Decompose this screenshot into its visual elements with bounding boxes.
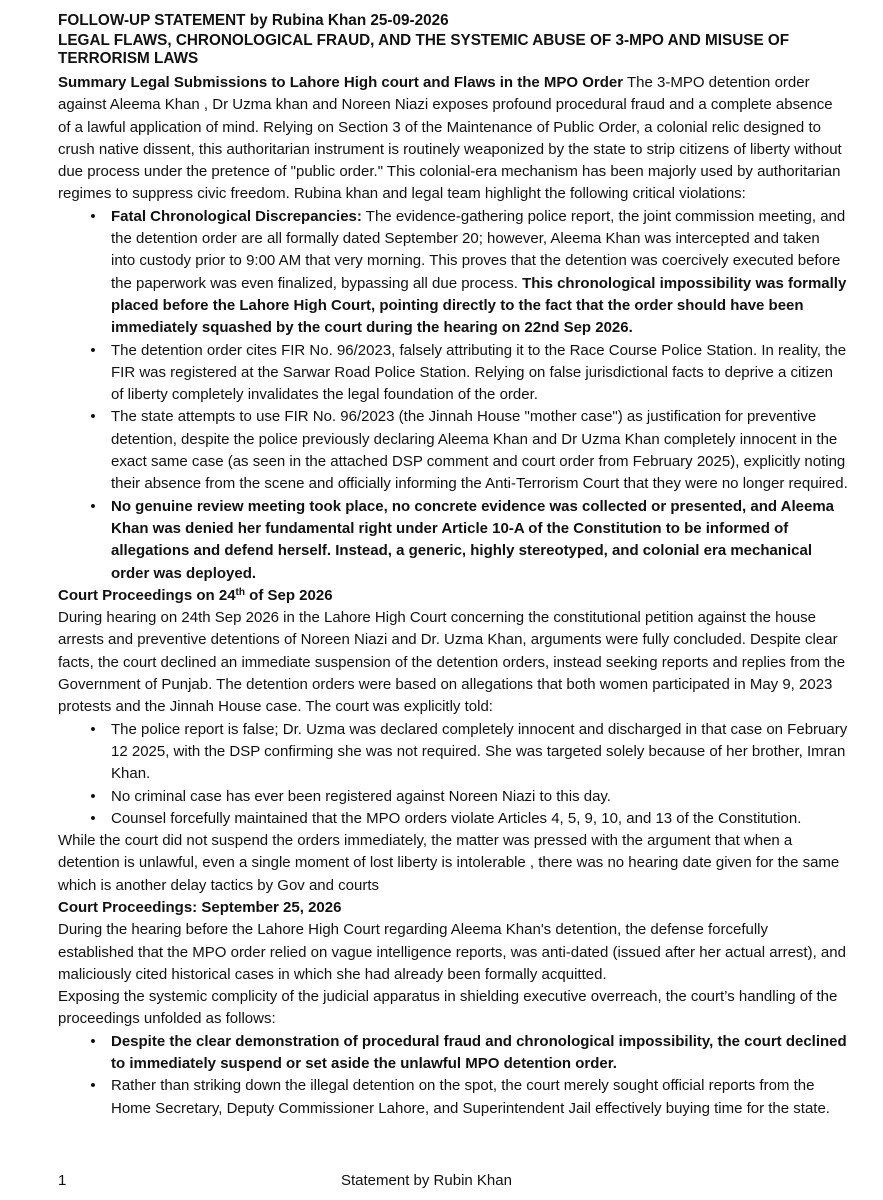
list-item xyxy=(58,406,848,495)
list-item xyxy=(58,340,848,407)
heading-text: Court Proceedings on 24 xyxy=(58,586,236,604)
bullet-icon: • xyxy=(90,809,96,827)
document-title: LEGAL FLAWS, CHRONOLOGICAL FRAUD, AND THE SYSTEMIC ABUSE OF 3-MPO AND MISUSE OF TERRORISM LAWS xyxy=(58,32,790,67)
list-item xyxy=(58,1031,848,1076)
bullet-icon: • xyxy=(90,787,96,805)
page-number: 1 xyxy=(58,1172,67,1189)
document-body xyxy=(58,72,848,1120)
list-item xyxy=(58,786,848,808)
footer-text: Statement by Rubin Khan xyxy=(341,1172,512,1189)
bullet-icon: • xyxy=(90,1032,96,1050)
bullet-icon: • xyxy=(90,720,96,738)
list-item xyxy=(58,206,848,340)
proceedings-paragraph: During the hearing before the Lahore High Court regarding Aleema Khan's detention, the defense forcefully established that the MPO order relied on vague intelligence reports, was anti-dated (issued after her actual arrest), and maliciously cited historical cases in which she had already been formally acquitted. xyxy=(58,921,846,983)
proceedings-list xyxy=(58,719,848,830)
list-item xyxy=(58,719,848,786)
list-item-text: Counsel forcefully maintained that the MPO orders violate Articles 4, 5, 9, 10, and 13 of the Constitution. xyxy=(111,809,802,827)
summary-heading: Summary Legal Submissions to Lahore High court and Flaws in the MPO Order xyxy=(58,74,624,91)
violation-bold-text: This chronological impossibility was formally placed before the Lahore High Court, pointing directly to the fact that the order should have been immediately squashed by the court during the hearing on 22nd Sep 2026. xyxy=(111,274,847,337)
bullet-icon: • xyxy=(90,1077,96,1095)
list-item xyxy=(58,808,848,830)
violation-label: Fatal Chronological Discrepancies: xyxy=(111,207,362,225)
bullet-icon: • xyxy=(90,497,96,515)
bullet-icon: • xyxy=(90,408,96,426)
bullet-icon: • xyxy=(90,341,96,359)
proceedings-paragraph: During hearing on 24th Sep 2026 in the Lahore High Court concerning the constitutional petition against the house arrests and preventive detentions of Noreen Niazi and Dr. Uzma Khan, arguments were fully concluded. Despite clear facts, the court declined an immediate suspension of the detention orders, instead seeking reports and replies from the Government of Punjab. The detention orders were based on allegations that both women participated in May 9, 2023 protests and the Jinnah House case. The court was explicitly told: xyxy=(58,609,846,716)
section-heading xyxy=(58,585,848,607)
bullet-icon: • xyxy=(90,207,96,225)
heading-text: of Sep 2026 xyxy=(245,586,333,604)
violation-text: The evidence-gathering police report, the joint commission meeting, and the detention order are all formally dated September 20; however, Aleema Khan was intercepted and taken into custody prior to 9:00 AM that very morning. This proves that the detention was coercively executed before the paperwork was even finalized, bypassing all due process. xyxy=(111,207,846,292)
violation-text: The state attempts to use FIR No. 96/2023 (the Jinnah House "mother case") as justification for preventive detention, despite the police previously declaring Aleema Khan and Dr Uzma Khan completely innocent in the exact same case (as seen in the attached DSP comment and court order from February 2025), explicitly noting their absence from the scene and officially informing the Anti-Terrorism Court that they were no longer required. xyxy=(111,408,848,493)
proceedings-paragraph: Exposing the systemic complicity of the judicial apparatus in shielding executive overreach, the court’s handling of the proceedings unfolded as follows: xyxy=(58,988,838,1028)
list-item-text: Rather than striking down the illegal detention on the spot, the court merely sought official reports from the Home Secretary, Deputy Commissioner Lahore, and Superintendent Jail effectively buying time for the state. xyxy=(111,1077,830,1117)
summary-paragraph xyxy=(58,72,848,206)
proceedings-list xyxy=(58,1031,848,1120)
heading-superscript: th xyxy=(235,586,245,598)
list-item-text: Despite the clear demonstration of procedural fraud and chronological impossibility, the court declined to immediately suspend or set aside the unlawful MPO detention order. xyxy=(111,1032,847,1073)
proceedings-closing-paragraph: While the court did not suspend the orders immediately, the matter was pressed with the argument that when a detention is unlawful, even a single moment of lost liberty is intolerable , there was no hearing date given for the same which is another delay tactics by Gov and courts xyxy=(58,832,840,894)
violations-list xyxy=(58,206,848,585)
list-item xyxy=(58,496,848,585)
summary-text: The 3-MPO detention order against Aleema Khan , Dr Uzma khan and Noreen Niazi exposes profound procedural fraud and a complete absence of a lawful application of mind. Relying on Section 3 of the Maintenance of Public Order, a colonial relic designed to crush native dissent, this authoritarian instrument is routinely weaponized by the state to strip citizens of liberty without due process under the pretence of "public order." This colonial-era mechanism has been majorly used by authoritarian regimes to suppress civic freedom. Rubina khan and legal team highlight the following critical violations: xyxy=(58,74,842,203)
violation-text: The detention order cites FIR No. 96/2023, falsely attributing it to the Race Course Police Station. In reality, the FIR was registered at the Sarwar Road Police Station. Relying on false jurisdictional facts to deprive a citizen of liberty completely invalidates the legal foundation of the order. xyxy=(111,341,847,404)
list-item-text: The police report is false; Dr. Uzma was declared completely innocent and discharged in that case on February 12 2025, with the DSP confirming she was not required. She was targeted solely because of her brother, Imran Khan. xyxy=(111,720,848,783)
statement-header: FOLLOW-UP STATEMENT by Rubina Khan 25-09-2026 xyxy=(58,12,449,29)
list-item-text: No criminal case has ever been registered against Noreen Niazi to this day. xyxy=(111,787,611,805)
list-item xyxy=(58,1075,848,1120)
section-heading: Court Proceedings: September 25, 2026 xyxy=(58,898,342,916)
violation-text: No genuine review meeting took place, no concrete evidence was collected or presented, and Aleema Khan was denied her fundamental right under Article 10-A of the Constitution to be informed of allegations and defend herself. Instead, a generic, highly stereotyped, and colonial era mechanical order was deployed. xyxy=(111,497,835,582)
